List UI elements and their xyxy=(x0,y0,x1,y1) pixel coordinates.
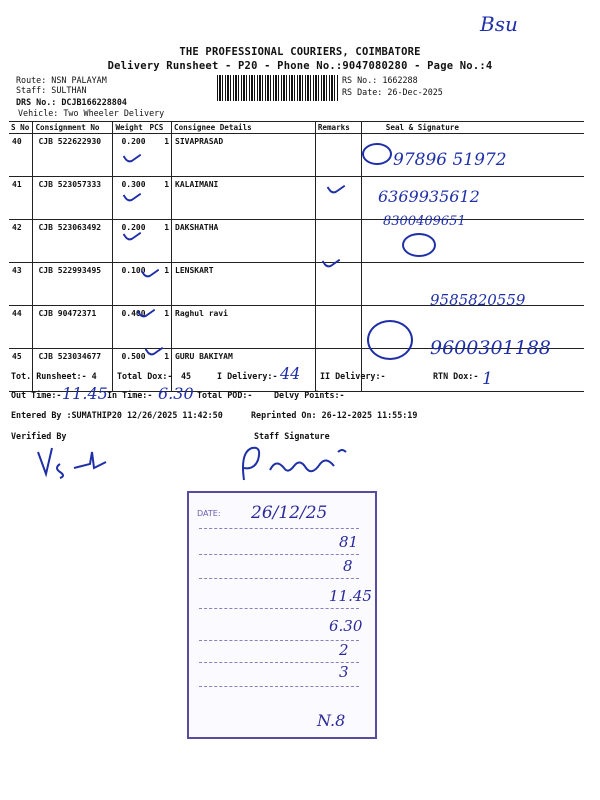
row-pcs: 1 xyxy=(148,263,172,306)
rs-date-text: RS Date: 26-Dec-2025 xyxy=(342,87,443,97)
header-seal: Seal & Signature xyxy=(361,122,584,134)
signature-scribble-icon xyxy=(362,143,392,165)
total-pod-label: Total POD:- xyxy=(197,390,253,400)
row-consignment: CJB 522993495 xyxy=(33,263,113,306)
header-pcs: PCS xyxy=(148,122,172,134)
tot-runsheet: Tot. Runsheet:- 4 xyxy=(11,371,97,381)
stamp-value: 81 xyxy=(339,533,359,551)
runsheet-title: Delivery Runsheet - P20 - Phone No.:9047080280 - Page No.:4 xyxy=(107,60,493,72)
row-consignee: SIVAPRASAD xyxy=(172,134,316,177)
route-text: Route: NSN PALAYAM xyxy=(16,75,107,85)
row-weight: 0.500 xyxy=(113,349,148,392)
barcode xyxy=(217,75,338,101)
row-sno: 42 xyxy=(9,220,33,263)
stamp-date-value: 26/12/25 xyxy=(251,503,328,523)
stamp-value: 8 xyxy=(343,557,353,575)
row-remarks xyxy=(315,263,361,306)
delvy-points-label: Delvy Points:- xyxy=(274,390,345,400)
header-consignment: Consignment No xyxy=(33,122,113,134)
row-consignee: Raghul ravi xyxy=(172,306,316,349)
total-dox-label: Total Dox:- xyxy=(117,371,173,381)
row-consignment: CJB 523034677 xyxy=(33,349,113,392)
corner-handwritten-mark: Bsu xyxy=(480,12,518,36)
signature-scribble-icon xyxy=(402,233,436,257)
row-pcs: 1 xyxy=(148,349,172,392)
row-remarks xyxy=(315,134,361,177)
header-remarks: Remarks xyxy=(315,122,361,134)
delivery-stamp xyxy=(187,491,377,739)
stamp-value: 2 xyxy=(339,641,349,659)
stamp-value: 11.45 xyxy=(329,587,372,605)
rtn-dox-label: RTN Dox:- xyxy=(433,371,479,381)
seal-note-41: 6369935612 xyxy=(378,187,480,206)
in-time-label: In Time:- xyxy=(107,390,153,400)
drs-text: DRS No.: DCJB166228804 xyxy=(16,97,127,107)
vehicle-text: Vehicle: Two Wheeler Delivery xyxy=(18,108,165,118)
rtn-dox-value: 1 xyxy=(482,369,493,389)
row-pcs: 1 xyxy=(148,177,172,220)
row-remarks xyxy=(315,220,361,263)
row-sno: 43 xyxy=(9,263,33,306)
row-remarks xyxy=(315,306,361,349)
i-delivery-label: I Delivery:- xyxy=(217,371,278,381)
row-consignment: CJB 523063492 xyxy=(33,220,113,263)
total-dox-value: 45 xyxy=(181,371,192,381)
row-sno: 45 xyxy=(9,349,33,392)
row-weight: 0.200 xyxy=(113,220,148,263)
row-consignment: CJB 522622930 xyxy=(33,134,113,177)
seal-note-45: 9600301188 xyxy=(430,337,551,359)
row-remarks xyxy=(315,349,361,392)
ii-delivery-label: II Delivery:- xyxy=(320,371,386,381)
row-sno: 41 xyxy=(9,177,33,220)
header-consignee: Consignee Details xyxy=(172,122,316,134)
row-sno: 44 xyxy=(9,306,33,349)
out-time-label: Out Time:- xyxy=(11,390,62,400)
i-delivery-value: 44 xyxy=(280,364,301,383)
entered-by-text: Entered By :SUMATHIP20 12/26/2025 11:42:50 xyxy=(11,410,223,420)
row-weight: 0.300 xyxy=(113,177,148,220)
in-time-value: 6.30 xyxy=(158,384,194,403)
verified-by-label: Verified By xyxy=(11,431,67,441)
header-sno: S No xyxy=(9,122,33,134)
table-row xyxy=(9,220,584,263)
out-time-value: 11.45 xyxy=(62,384,108,403)
row-weight: 0.400 xyxy=(113,306,148,349)
row-consignee: DAKSHATHA xyxy=(172,220,316,263)
staff-signature-icon xyxy=(230,440,360,490)
seal-note-44: 9585820559 xyxy=(430,291,526,309)
row-consignee: KALAIMANI xyxy=(172,177,316,220)
seal-note-42: 8300409651 xyxy=(383,214,466,229)
row-consignee: LENSKART xyxy=(172,263,316,306)
staff-signature-label: Staff Signature xyxy=(254,431,330,441)
row-sno: 40 xyxy=(9,134,33,177)
company-title: THE PROFESSIONAL COURIERS, COIMBATORE xyxy=(179,46,421,58)
seal-note-40: 97896 51972 xyxy=(393,150,507,170)
row-pcs: 1 xyxy=(148,220,172,263)
row-pcs: 1 xyxy=(148,134,172,177)
row-consignment: CJB 90472371 xyxy=(33,306,113,349)
staff-text: Staff: SULTHAN xyxy=(16,85,87,95)
reprinted-on-text: Reprinted On: 26-12-2025 11:55:19 xyxy=(251,410,418,420)
row-consignment: CJB 523057333 xyxy=(33,177,113,220)
row-weight: 0.100 xyxy=(113,263,148,306)
stamp-value: 3 xyxy=(339,663,349,681)
row-weight: 0.200 xyxy=(113,134,148,177)
header-weight: Weight xyxy=(113,122,148,134)
stamp-value: 6.30 xyxy=(329,617,363,635)
verified-signature-icon xyxy=(30,438,120,482)
stamp-date-label: DATE: xyxy=(197,509,221,518)
rs-no-text: RS No.: 1662288 xyxy=(342,75,418,85)
stamp-footer-mark: N.8 xyxy=(317,711,346,730)
signature-scribble-icon xyxy=(367,320,413,360)
table-header-row xyxy=(9,122,584,134)
row-pcs: 1 xyxy=(148,306,172,349)
table-row xyxy=(9,177,584,220)
row-consignee: GURU BAKIYAM xyxy=(172,349,316,392)
